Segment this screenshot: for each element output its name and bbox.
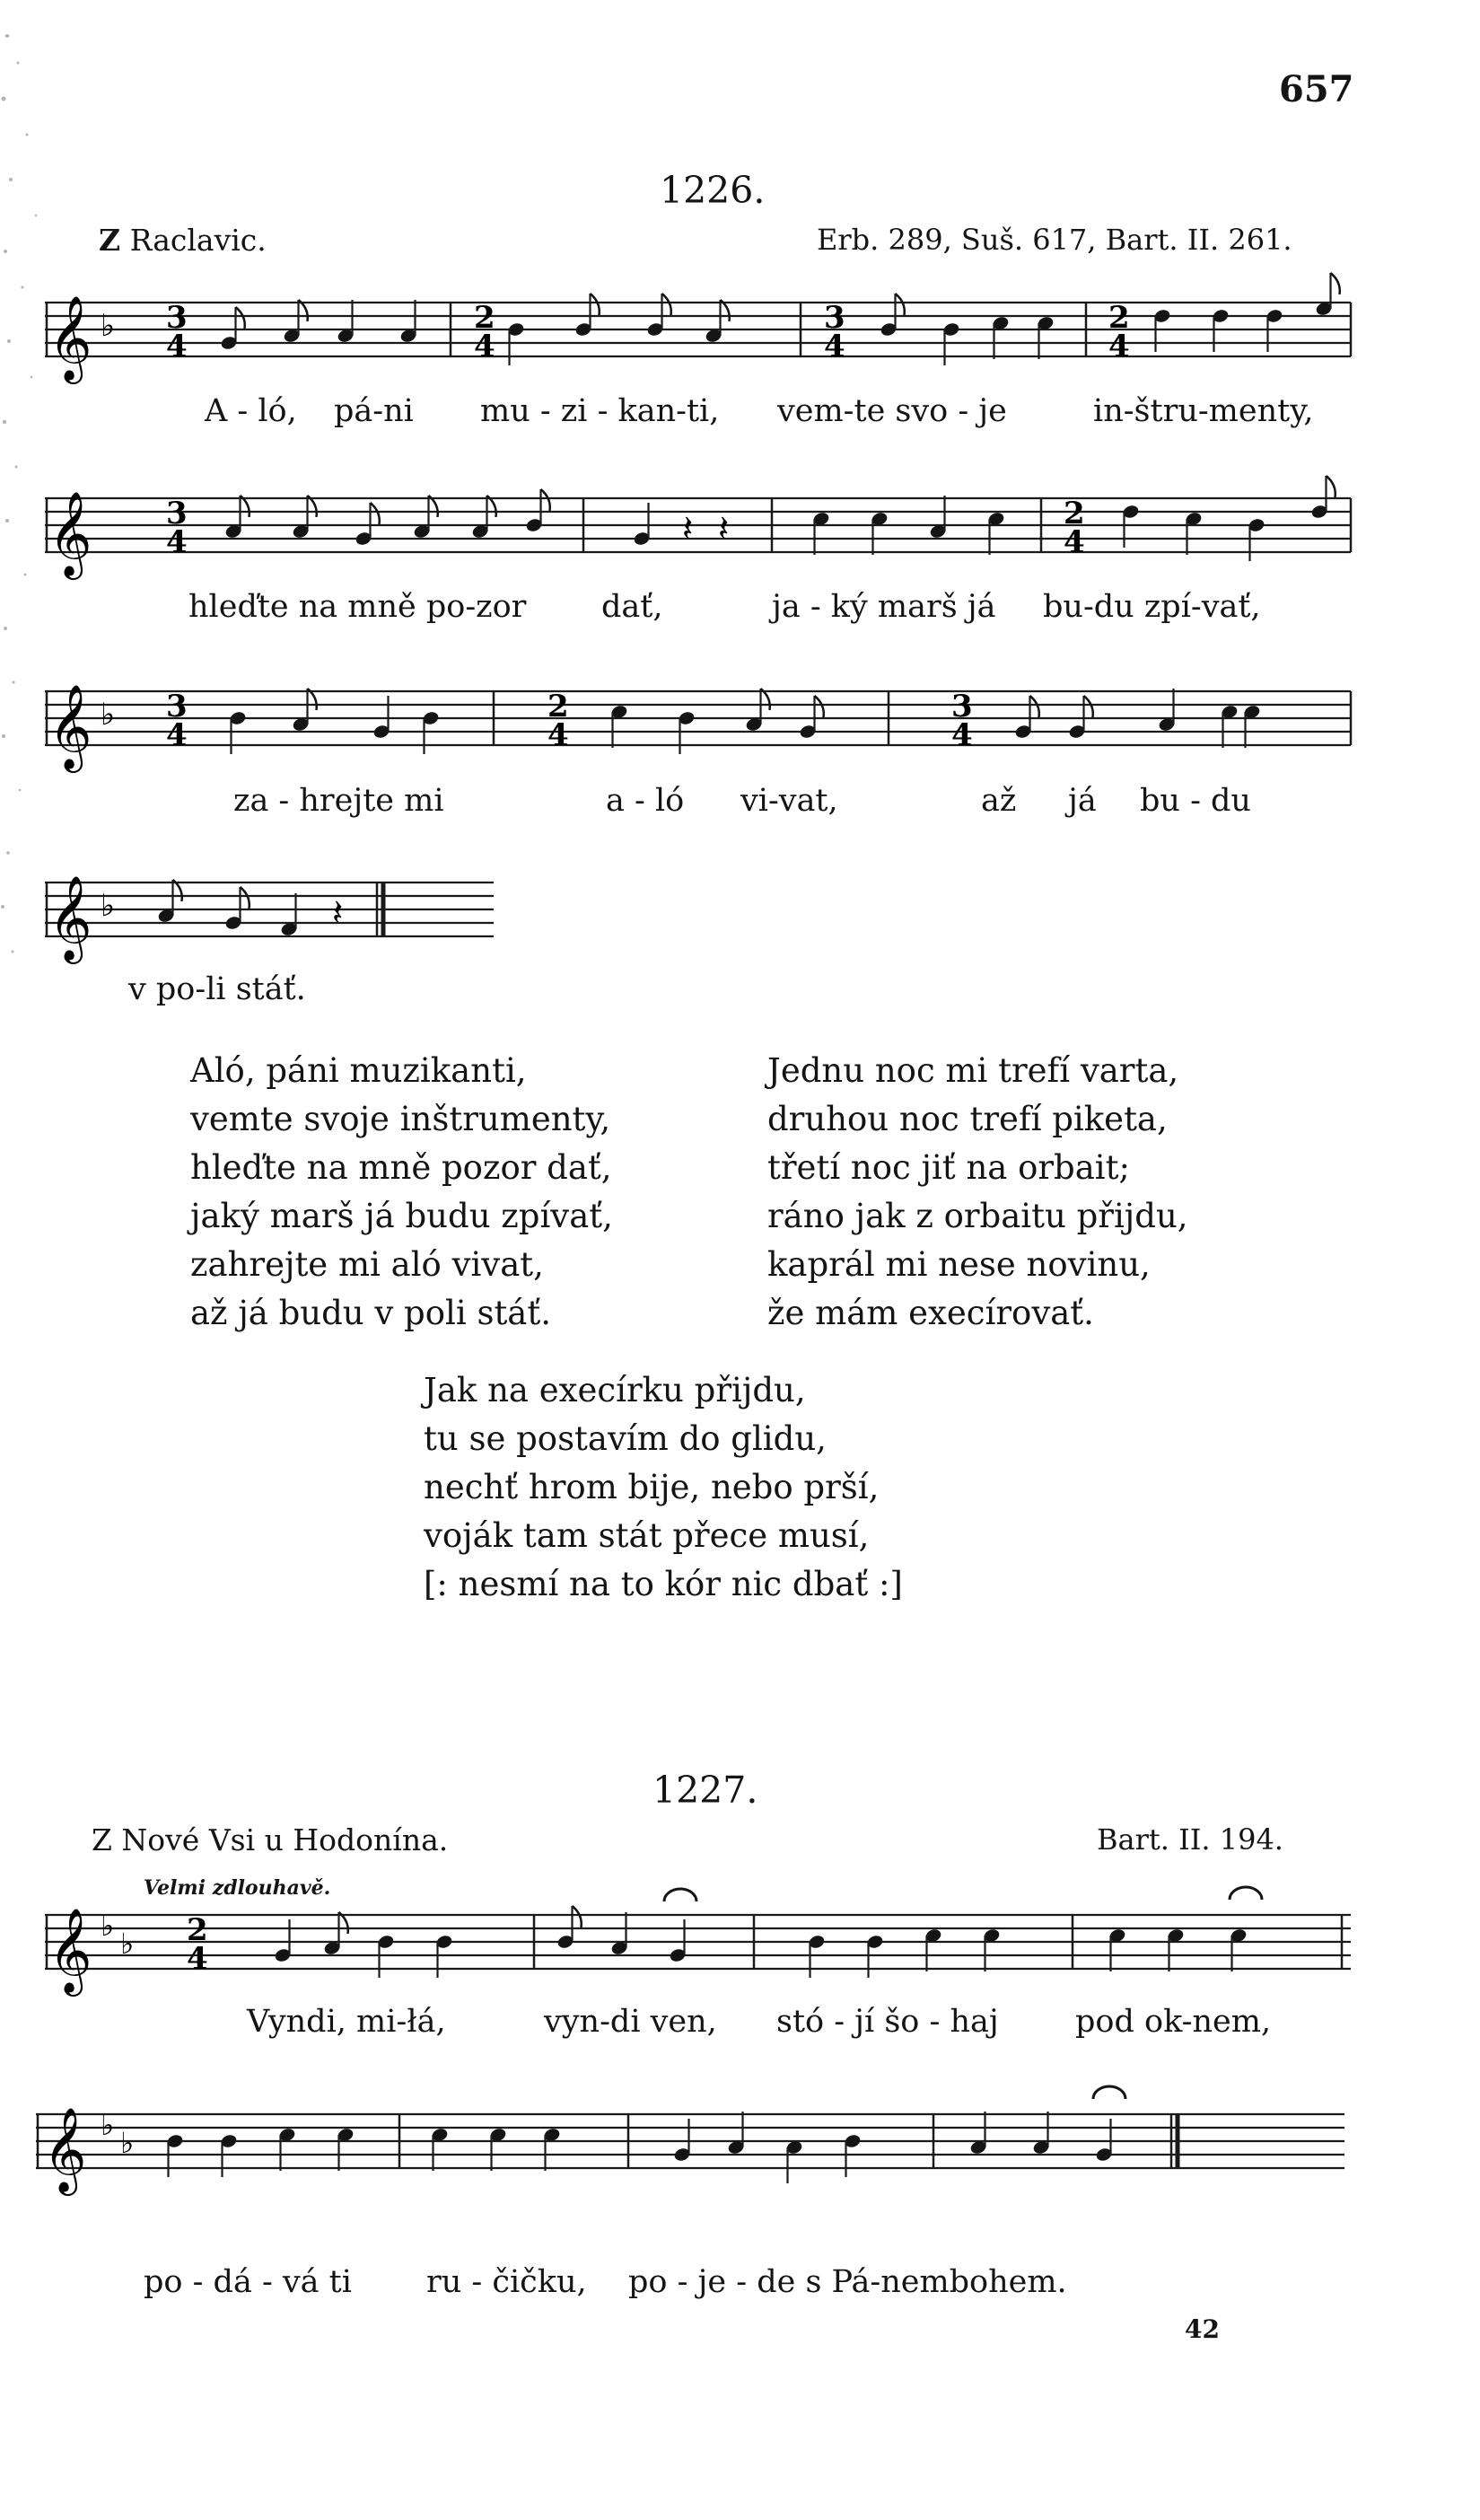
music-staff-3 bbox=[45, 678, 1355, 777]
verse-line: tu se postavím do glidu, bbox=[424, 1419, 827, 1458]
note bbox=[337, 300, 355, 344]
verse-line: druhou noc trefí piketa, bbox=[767, 1100, 1168, 1138]
note bbox=[337, 2127, 355, 2171]
lyric: hleďte na mně po-zor bbox=[188, 589, 527, 625]
treble-clef-icon: 𝄞 bbox=[48, 1908, 92, 1993]
note bbox=[413, 496, 438, 540]
verse-line: nechť hrom bije, nebo prší, bbox=[424, 1468, 880, 1506]
note bbox=[812, 511, 830, 555]
song-references-1227: Bart. II. 194. bbox=[1097, 1822, 1283, 1857]
time-sig-top: 2 bbox=[547, 689, 569, 724]
notes bbox=[220, 273, 1340, 365]
lyric: dať, bbox=[601, 589, 663, 625]
song-number-1226: 1226. bbox=[660, 169, 766, 212]
verses-left bbox=[190, 1047, 613, 1338]
verse-line: jaký marš já budu zpívať, bbox=[190, 1197, 613, 1235]
time-sig-top: 2 bbox=[1064, 496, 1085, 531]
verse-line: Jak na execírku přijdu, bbox=[424, 1371, 806, 1409]
note bbox=[280, 893, 298, 937]
verse-line: vemte svoje inštrumenty, bbox=[190, 1100, 611, 1138]
note bbox=[785, 2139, 803, 2183]
rest-icon: 𝄽 bbox=[682, 508, 694, 549]
lyric: bu - du bbox=[1140, 783, 1251, 819]
fermata-icon bbox=[1093, 2086, 1125, 2099]
flat-icon: ♭ bbox=[120, 1927, 135, 1961]
note bbox=[1032, 2112, 1050, 2156]
verse-line: zahrejte mi aló vivat, bbox=[190, 1245, 544, 1284]
rest-icon: 𝄽 bbox=[332, 892, 344, 934]
lyric: pod ok-nem, bbox=[1075, 2004, 1272, 2040]
time-sig-top: 2 bbox=[1108, 300, 1130, 336]
tempo-marking: Velmi zdlouhavě. bbox=[144, 1876, 331, 1900]
time-sig-top: 3 bbox=[166, 496, 188, 531]
note bbox=[705, 300, 730, 344]
lyric: vem-te svo - je bbox=[777, 393, 1007, 429]
note bbox=[431, 2127, 449, 2171]
note bbox=[983, 1927, 1001, 1971]
note bbox=[1108, 1927, 1126, 1971]
music-staff-2 bbox=[45, 485, 1355, 584]
note bbox=[292, 689, 317, 733]
verse-line: že mám execírovať. bbox=[767, 1294, 1094, 1332]
note bbox=[292, 496, 317, 540]
note bbox=[278, 2127, 296, 2171]
song-references-1226: Erb. 289, Suš. 617, Bart. II. 261. bbox=[817, 223, 1292, 257]
time-sig-bottom: 4 bbox=[166, 717, 188, 753]
note bbox=[1243, 704, 1261, 748]
note bbox=[727, 2112, 745, 2156]
note bbox=[969, 2112, 987, 2156]
lyric: po - dá - vá ti bbox=[144, 2264, 352, 2300]
sheet-signature-number: 42 bbox=[1185, 2314, 1220, 2344]
lyric: vyn-di ven, bbox=[544, 2004, 717, 2040]
music-staff-6 bbox=[36, 2101, 1346, 2200]
treble-clef-icon: 𝄞 bbox=[48, 875, 92, 961]
lyric: ja - ký marš já bbox=[772, 589, 996, 625]
time-sig-top: 3 bbox=[166, 689, 188, 724]
page-number: 657 bbox=[1279, 68, 1354, 110]
note bbox=[610, 704, 628, 748]
note bbox=[323, 1912, 348, 1956]
verse-line: Aló, páni muzikanti, bbox=[190, 1051, 527, 1090]
time-sig-bottom: 4 bbox=[187, 1941, 208, 1977]
verse-line: kaprál mi nese novinu, bbox=[767, 1245, 1151, 1284]
treble-clef-icon: 𝄞 bbox=[48, 491, 92, 576]
lyric: v po-li stáť. bbox=[128, 971, 306, 1007]
note bbox=[489, 2127, 507, 2171]
notes bbox=[166, 2112, 1113, 2183]
note bbox=[1167, 1927, 1185, 1971]
treble-clef-icon: 𝄞 bbox=[43, 2107, 87, 2192]
note bbox=[1185, 511, 1203, 555]
song-origin-1227: Z Nové Vsi u Hodonína. bbox=[92, 1822, 449, 1857]
note bbox=[157, 880, 182, 924]
lyric: Vyndi, mi-łá, bbox=[247, 2004, 446, 2040]
note bbox=[543, 2127, 561, 2171]
note bbox=[1158, 689, 1176, 733]
note bbox=[471, 496, 496, 540]
music-staff-4 bbox=[45, 869, 512, 968]
note bbox=[1230, 1927, 1248, 1971]
lyric: mu - zi - kan-ti, bbox=[480, 393, 720, 429]
time-sig-top: 3 bbox=[951, 689, 973, 724]
time-sig-top: 3 bbox=[166, 300, 188, 336]
lyric: vi-vat, bbox=[740, 783, 838, 819]
treble-clef-icon: 𝄞 bbox=[48, 295, 92, 381]
time-sig-bottom: 4 bbox=[166, 524, 188, 560]
flat-icon: ♭ bbox=[101, 2108, 115, 2142]
verse-line: hleďte na mně pozor dať, bbox=[190, 1148, 612, 1187]
time-sig-bottom: 4 bbox=[951, 717, 973, 753]
origin-initial: Z bbox=[99, 223, 121, 258]
note bbox=[610, 1912, 628, 1956]
staff-lines bbox=[45, 1915, 1351, 1969]
music-staff-1 bbox=[45, 289, 1355, 388]
lyric: A - ló, bbox=[205, 393, 297, 429]
flat-icon: ♭ bbox=[101, 888, 116, 924]
note bbox=[283, 300, 308, 344]
note bbox=[924, 1927, 942, 1971]
verse-line: až já budu v poli stáť. bbox=[190, 1294, 551, 1332]
note bbox=[871, 511, 889, 555]
time-sig-bottom: 4 bbox=[166, 329, 188, 364]
time-sig-top: 2 bbox=[474, 300, 495, 336]
verses-center bbox=[424, 1366, 903, 1609]
fermata-icon bbox=[664, 1889, 696, 1901]
flat-icon: ♭ bbox=[120, 2126, 135, 2160]
verse-line: voják tam stát přece musí, bbox=[424, 1516, 870, 1555]
note bbox=[1037, 315, 1055, 359]
note bbox=[992, 315, 1010, 359]
lyric: až bbox=[981, 783, 1017, 819]
flat-icon: ♭ bbox=[101, 308, 116, 344]
song-origin-1226 bbox=[99, 223, 267, 258]
lyric: já bbox=[1068, 783, 1097, 819]
lyric: za - hrejte mi bbox=[233, 783, 444, 819]
time-sig-bottom: 4 bbox=[547, 717, 569, 753]
treble-clef-icon: 𝄞 bbox=[48, 684, 92, 769]
flat-icon: ♭ bbox=[101, 1909, 115, 1943]
rest-icon: 𝄽 bbox=[718, 508, 730, 549]
flat-icon: ♭ bbox=[101, 697, 116, 733]
lyric: ru - čičku, bbox=[426, 2264, 587, 2300]
lyric: po - je - de s Pá-nembohem. bbox=[628, 2264, 1067, 2300]
note bbox=[745, 689, 770, 733]
time-sig-top: 2 bbox=[187, 1912, 208, 1948]
verses-right bbox=[767, 1047, 1188, 1338]
lyric: a - ló bbox=[606, 783, 685, 819]
time-sig-top: 3 bbox=[824, 300, 845, 336]
verse-line: ráno jak z orbaitu přijdu, bbox=[767, 1197, 1188, 1235]
verse-line: [: nesmí na to kór nic dbať :] bbox=[424, 1565, 903, 1603]
lyric: stó - jí šo - haj bbox=[776, 2004, 999, 2040]
time-sig-bottom: 4 bbox=[1108, 329, 1130, 364]
verse-line: třetí noc jiť na orbait; bbox=[767, 1148, 1130, 1187]
origin-place: Raclavic. bbox=[129, 223, 267, 258]
note bbox=[929, 496, 947, 540]
note bbox=[1221, 704, 1239, 748]
time-sig-bottom: 4 bbox=[1064, 524, 1085, 560]
verse-line: Jednu noc mi trefí varta, bbox=[767, 1051, 1179, 1090]
time-sig-bottom: 4 bbox=[824, 329, 845, 364]
note bbox=[399, 300, 417, 344]
song-number-1227: 1227. bbox=[652, 1769, 758, 1812]
note bbox=[1315, 273, 1340, 317]
lyric: pá-ni bbox=[334, 393, 414, 429]
note bbox=[224, 496, 250, 540]
lyric: in-štru-menty, bbox=[1093, 393, 1314, 429]
notes bbox=[224, 476, 1336, 561]
fermata-icon bbox=[1230, 1887, 1262, 1900]
note bbox=[987, 511, 1005, 555]
time-sig-bottom: 4 bbox=[474, 329, 495, 364]
lyric: bu-du zpí-vať, bbox=[1043, 589, 1261, 625]
music-staff-5 bbox=[45, 1901, 1355, 2000]
